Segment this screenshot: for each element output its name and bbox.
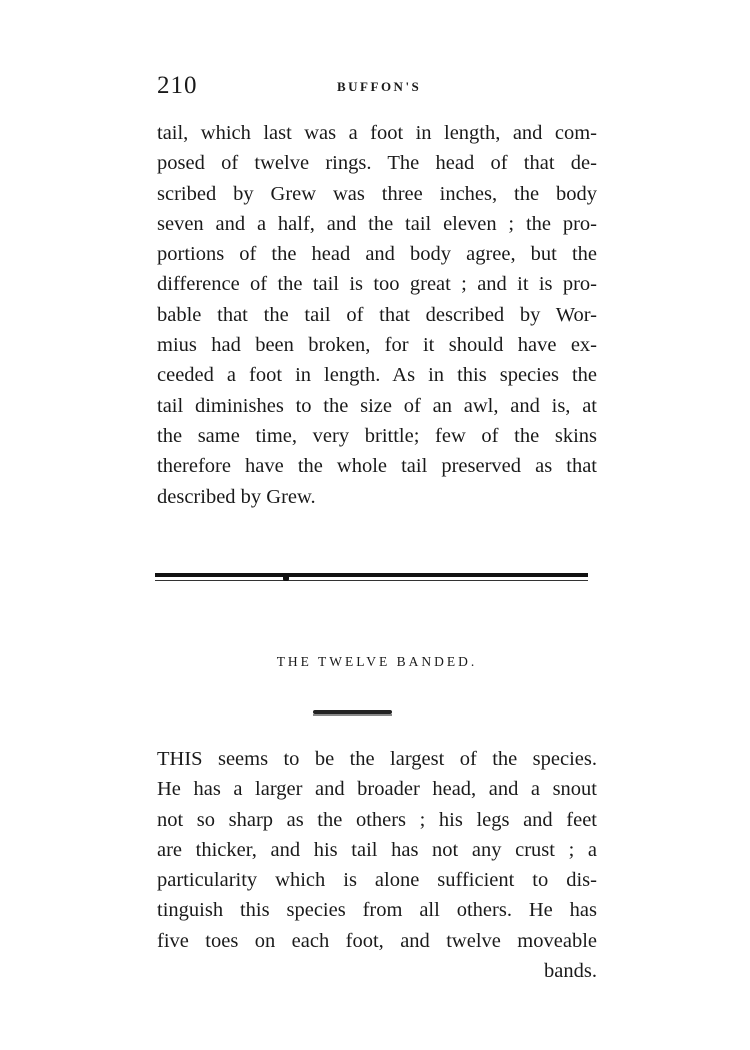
text-line: He has a larger and broader head, and a snout	[157, 778, 597, 801]
text-line: tinguish this species from all others. He has	[157, 899, 597, 922]
text-line: tail, which last was a foot in length, and com-	[157, 122, 597, 144]
paragraph-continued	[157, 118, 597, 512]
text-line: difference of the tail is too great ; and it is pro-	[157, 273, 597, 296]
text-line: ceeded a foot in length. As in this species the	[157, 364, 597, 387]
section-divider-rule-thin	[155, 580, 588, 581]
text-line: seven and a half, and the tail eleven ; the pro-	[157, 212, 597, 235]
text-line: five toes on each foot, and twelve moveable	[157, 929, 597, 952]
text-line: tail diminishes to the size of an awl, and is, at	[157, 394, 597, 417]
running-head: BUFFON'S	[337, 79, 422, 94]
text-line: THIS seems to be the largest of the species.	[157, 748, 597, 770]
divider-ornament-mark	[283, 574, 289, 581]
page-number: 210	[157, 72, 198, 99]
text-line: are thicker, and his tail has not any crust ; a	[157, 838, 597, 861]
section-divider-rule	[155, 573, 588, 577]
text-line: posed of twelve rings. The head of that de-	[157, 152, 597, 175]
text-line: described by Grew.	[157, 485, 316, 508]
text-line: portions of the head and body agree, but the	[157, 243, 597, 266]
page-header	[157, 72, 597, 104]
text-line: bable that the tail of that described by Wor-	[157, 303, 597, 326]
text-line: the same time, very brittle; few of the skins	[157, 424, 597, 447]
section-title: THE TWELVE BANDED.	[276, 654, 478, 669]
paragraph-twelve-banded	[157, 744, 597, 986]
title-ornament-shade	[313, 714, 392, 716]
text-line: therefore have the whole tail preserved as that	[157, 455, 597, 478]
text-line: not so sharp as the others ; his legs and feet	[157, 808, 597, 831]
text-line: scribed by Grew was three inches, the body	[157, 182, 597, 205]
text-line: particularity which is alone sufficient to dis-	[157, 869, 597, 892]
text-line: mius had been broken, for it should have ex-	[157, 334, 597, 357]
text-line: bands.	[544, 960, 597, 983]
